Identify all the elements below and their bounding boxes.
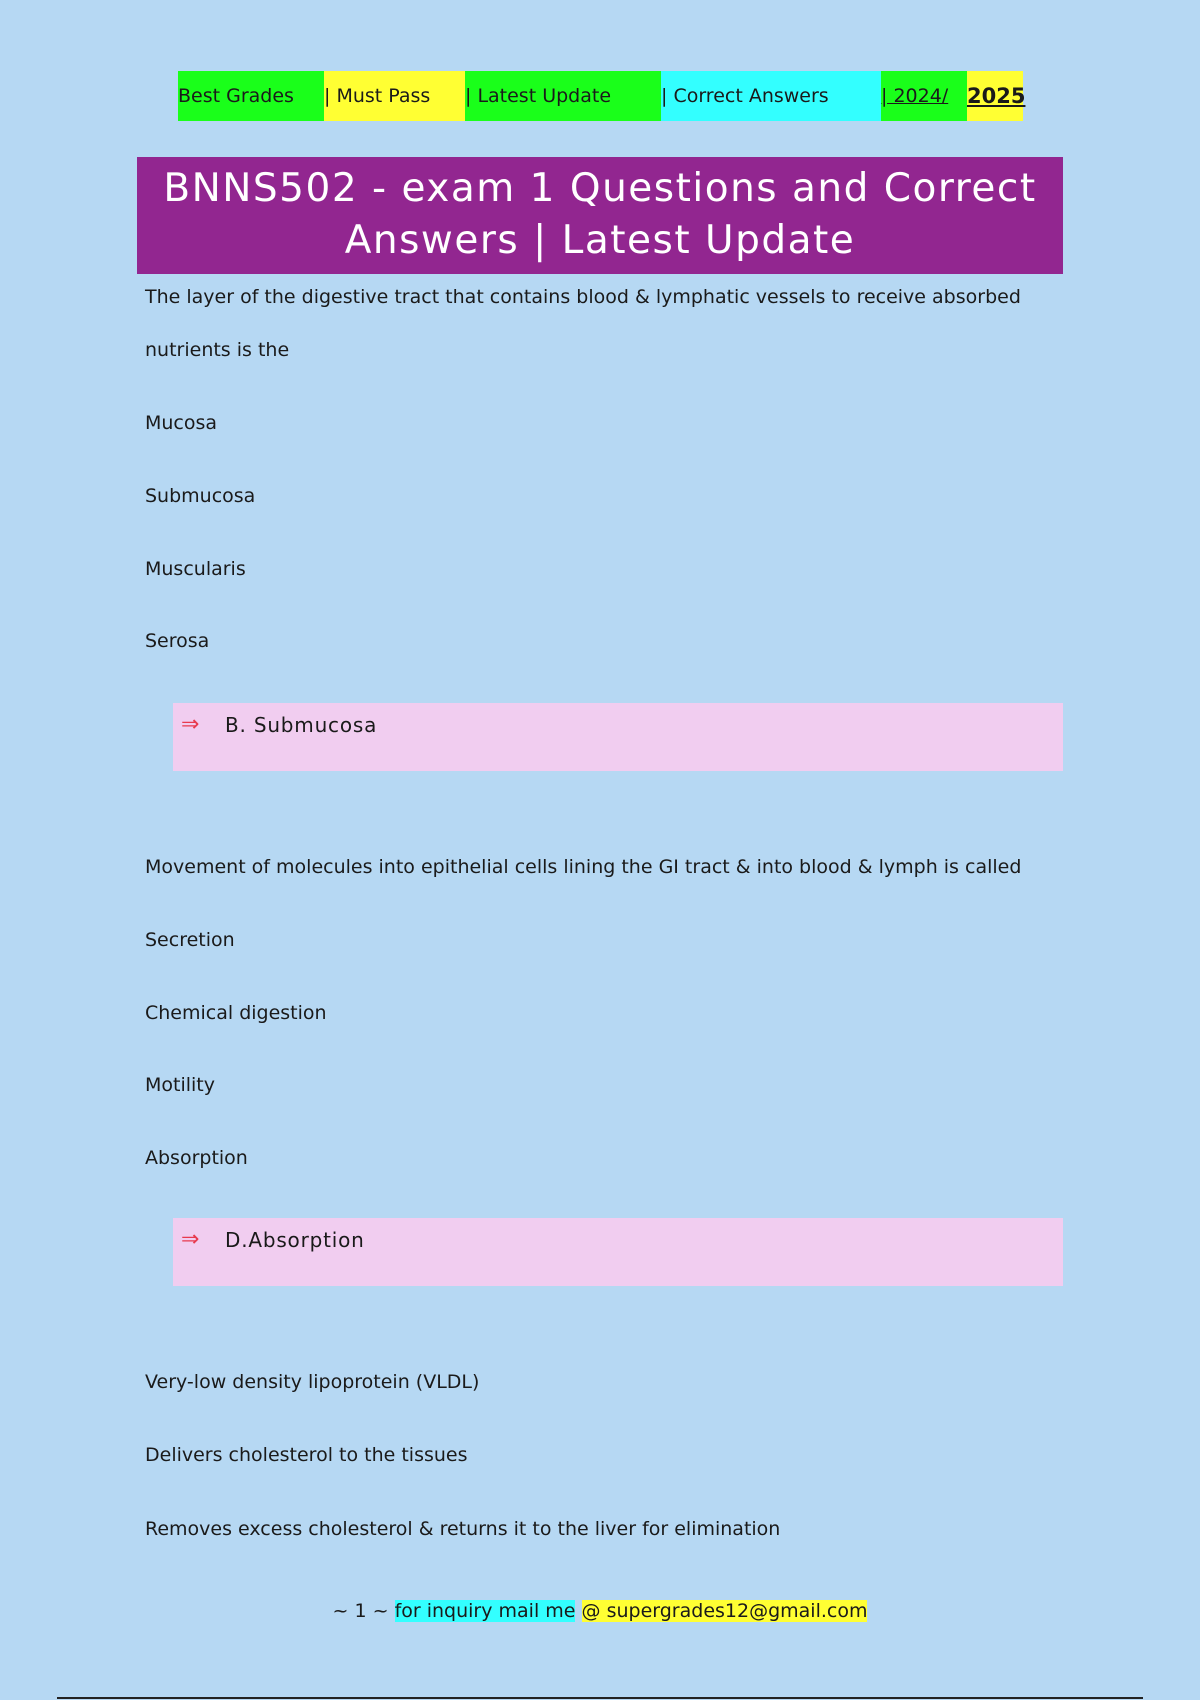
question-3-option-b: Removes excess cholesterol & returns it to the liver for elimination [145,1518,781,1540]
banner-correct-answers: | Correct Answers [661,71,881,121]
question-3-option-a: Delivers cholesterol to the tissues [145,1444,468,1466]
header-banner [178,71,1026,121]
question-3-text: Very-low density lipoprotein (VLDL) [145,1371,480,1393]
question-2-option-d: Absorption [145,1147,248,1169]
banner-year-end: 2025 [967,71,1023,121]
question-1-option-b: Submucosa [145,485,256,507]
question-2-option-a: Secretion [145,929,235,951]
question-2-answer-box [173,1218,1063,1286]
banner-latest-update: | Latest Update [465,71,661,121]
page-number: ~ 1 ~ [332,1600,395,1622]
question-1-text-line-1: The layer of the digestive tract that contains blood & lymphatic vessels to receive absorbed [145,286,1021,308]
question-1-option-c: Muscularis [145,558,246,580]
question-2-answer: D.Absorption [225,1228,365,1252]
contact-email[interactable]: @ supergrades12@gmail.com [581,1600,868,1622]
question-1-answer-box [173,703,1063,771]
banner-year-start: | 2024/ [881,71,967,121]
question-2-text: Movement of molecules into epithelial cells lining the GI tract & into blood & lymph is called [145,856,1022,878]
question-2-option-b: Chemical digestion [145,1002,327,1024]
question-1-answer: B. Submucosa [225,713,378,737]
question-1-option-d: Serosa [145,630,210,652]
page-bottom-rule [57,1697,1143,1699]
banner-best-grades: Best Grades [178,71,324,121]
right-arrow-icon: ⇒ [181,712,201,737]
page-footer [0,1600,1200,1622]
question-1-text-line-2: nutrients is the [145,339,290,361]
question-2-option-c: Motility [145,1074,215,1096]
banner-must-pass: | Must Pass [324,71,465,121]
document-title: BNNS502 - exam 1 Questions and Correct Answers | Latest Update [137,157,1063,274]
inquiry-text: for inquiry mail me [394,1600,576,1622]
right-arrow-icon: ⇒ [181,1227,201,1252]
question-1-option-a: Mucosa [145,412,218,434]
